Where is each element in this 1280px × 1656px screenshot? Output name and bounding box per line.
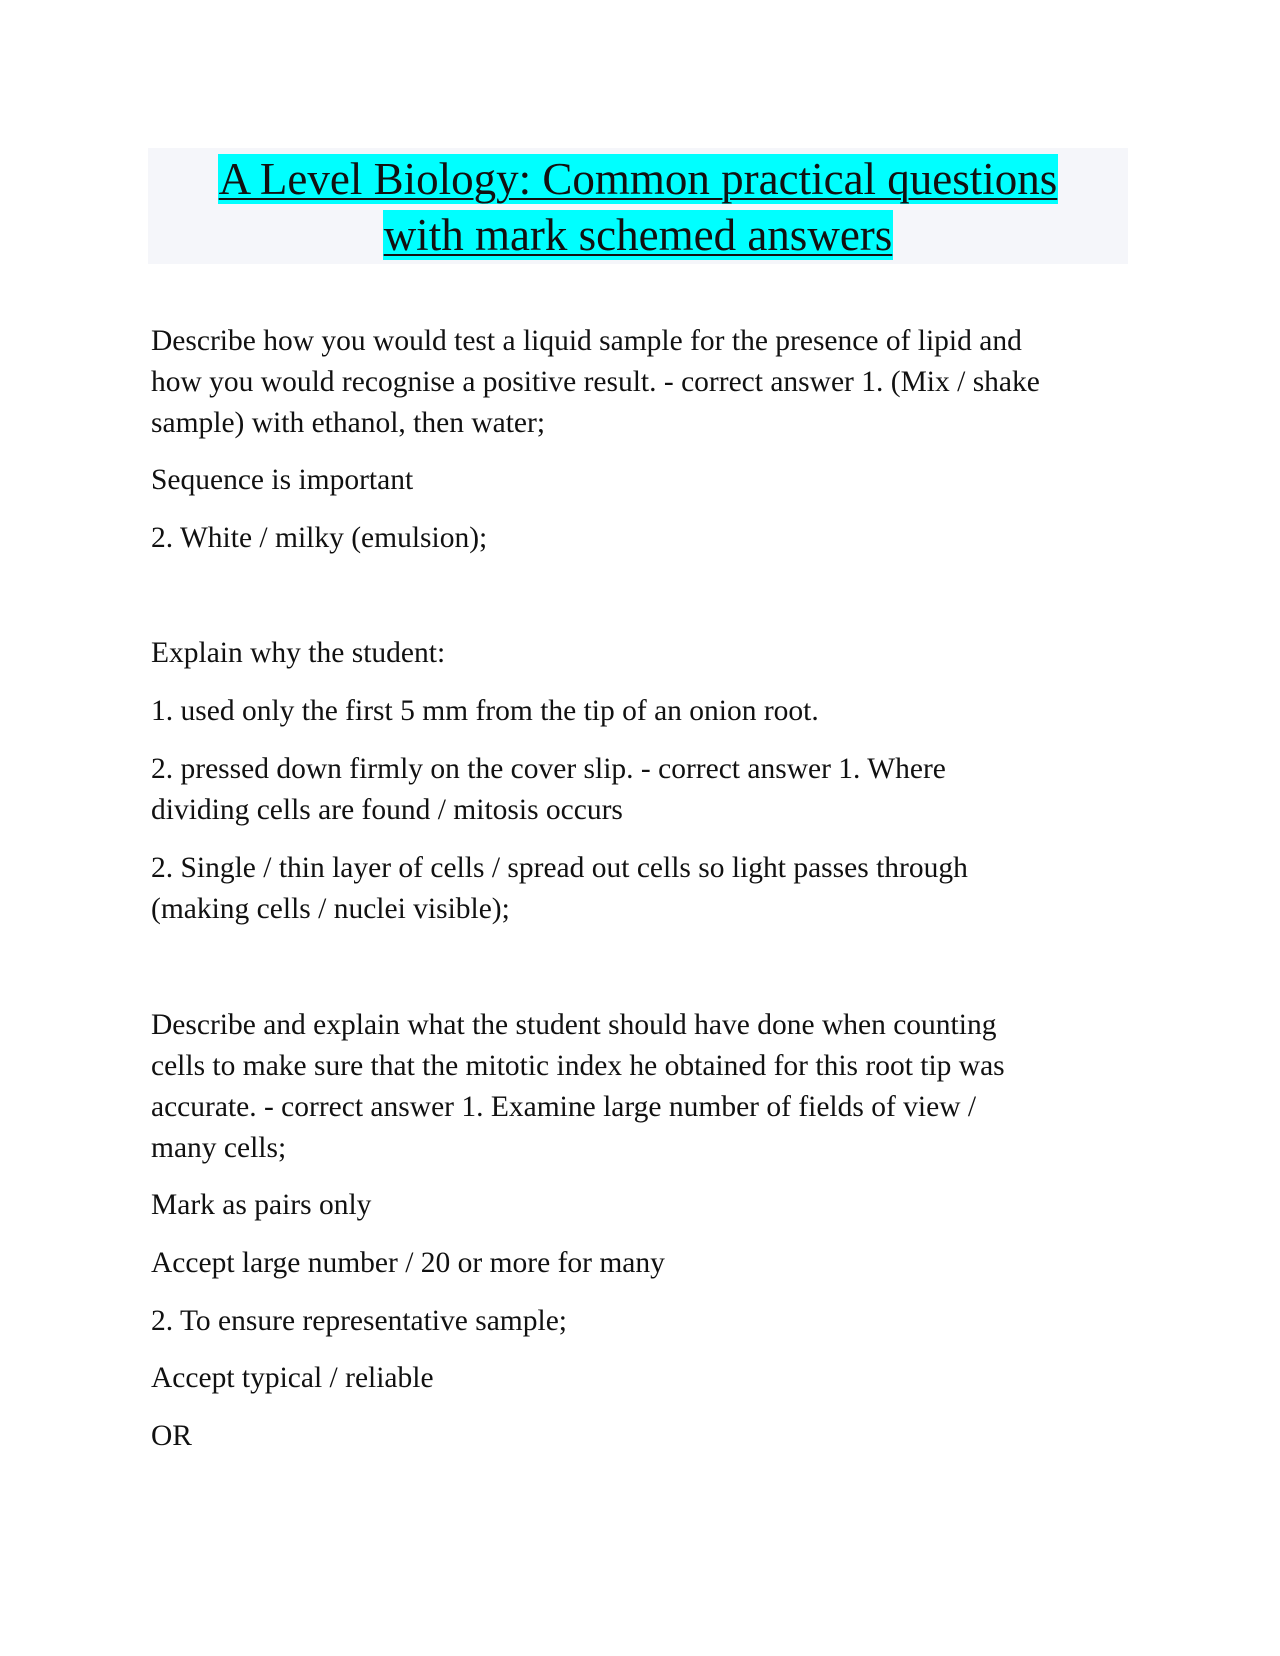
q1-line-3: sample) with ethanol, then water; — [151, 407, 546, 439]
title-line-1: A Level Biology: Common practical questions — [218, 154, 1058, 204]
q2-intro: Explain why the student: — [151, 637, 446, 669]
q2-item-2-line-1: 2. pressed down firmly on the cover slip. - correct answer 1. Where — [151, 753, 946, 785]
q1-line-1: Describe how you would test a liquid sample for the presence of lipid and — [151, 325, 1022, 357]
q3-note-3: Accept typical / reliable — [151, 1362, 434, 1394]
q3-note-1: Mark as pairs only — [151, 1189, 372, 1221]
q1-line-2: how you would recognise a positive result. - correct answer 1. (Mix / shake — [151, 366, 1040, 398]
q3-point-2: 2. To ensure representative sample; — [151, 1305, 567, 1337]
q2-item-2-line-2: dividing cells are found / mitosis occurs — [151, 794, 623, 826]
q3-line-3: accurate. - correct answer 1. Examine large number of fields of view / — [151, 1091, 977, 1123]
q3-line-4: many cells; — [151, 1132, 287, 1164]
document-title — [148, 148, 1128, 264]
q3-or: OR — [151, 1420, 192, 1452]
q3-line-1: Describe and explain what the student should have done when counting — [151, 1009, 997, 1041]
q1-note: Sequence is important — [151, 464, 414, 496]
q3-note-2: Accept large number / 20 or more for many — [151, 1247, 665, 1279]
q2-answer-2-line-2: (making cells / nuclei visible); — [151, 893, 510, 925]
q2-answer-2-line-1: 2. Single / thin layer of cells / spread out cells so light passes through — [151, 852, 968, 884]
q3-line-2: cells to make sure that the mitotic index he obtained for this root tip was — [151, 1050, 1005, 1082]
q2-item-1: 1. used only the first 5 mm from the tip of an onion root. — [151, 695, 819, 727]
q1-point-2: 2. White / milky (emulsion); — [151, 522, 488, 554]
title-line-2: with mark schemed answers — [383, 210, 893, 260]
